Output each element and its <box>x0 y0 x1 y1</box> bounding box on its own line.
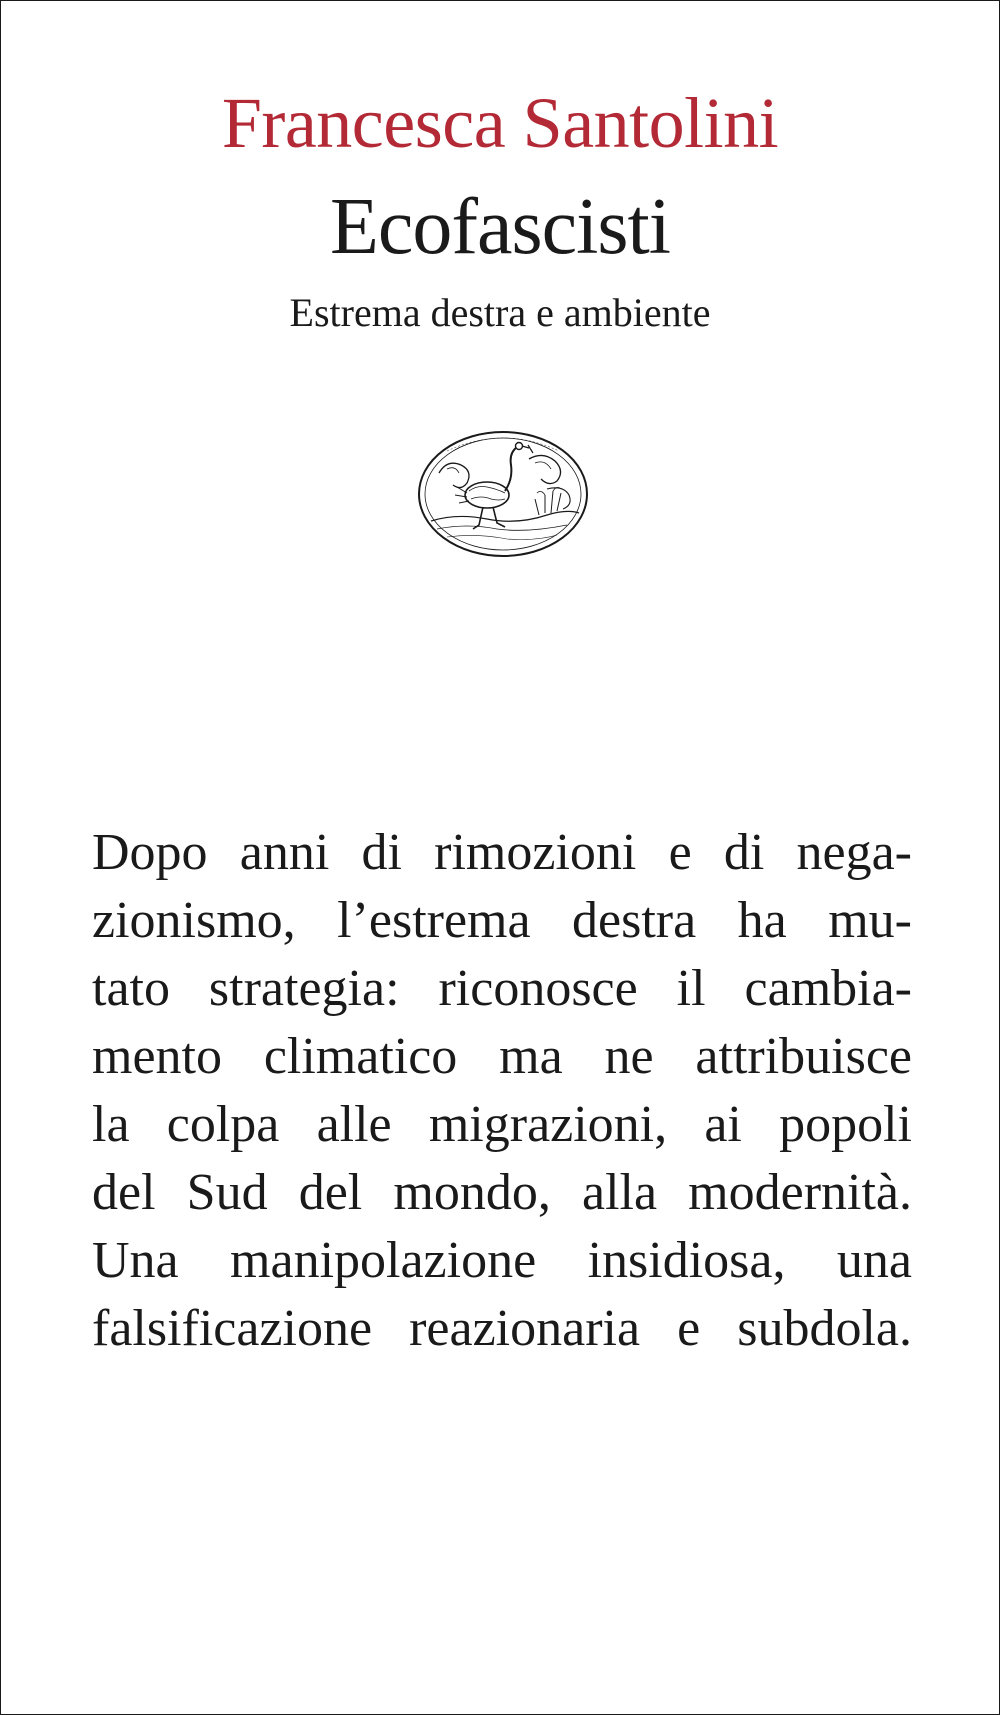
back-cover-blurb <box>92 819 912 1363</box>
einaudi-ostrich-emblem-icon <box>417 429 589 559</box>
blurb-line: la colpa alle migrazioni, ai popoli <box>92 1096 912 1153</box>
book-title: Ecofascisti <box>330 183 670 271</box>
book-subtitle: Estrema destra e ambiente <box>289 290 711 335</box>
blurb-line: del Sud del mondo, alla modernità. <box>92 1164 912 1221</box>
blurb-line: Dopo anni di rimozioni e di nega- <box>92 824 912 881</box>
blurb-line: zionismo, l’estrema destra ha mu- <box>92 892 912 949</box>
blurb-line: tato strategia: riconosce il cambia- <box>92 960 912 1017</box>
blurb-line: mento climatico ma ne attribuisce <box>92 1028 912 1085</box>
blurb-line: Una manipolazione insidiosa, una <box>92 1232 912 1289</box>
author-name: Francesca Santolini <box>221 83 779 163</box>
blurb-line: falsificazione reazionaria e subdola. <box>92 1300 912 1357</box>
